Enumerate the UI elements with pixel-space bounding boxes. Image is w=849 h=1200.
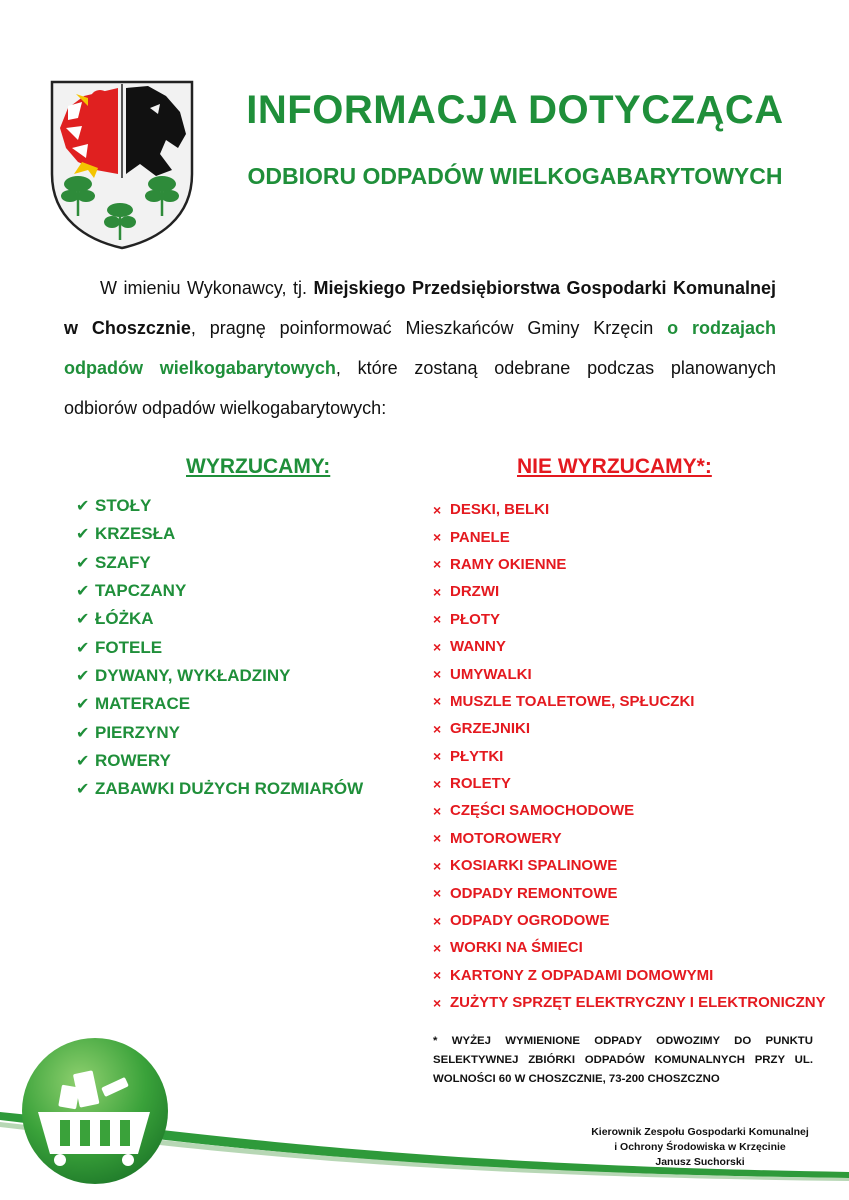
accepted-item: [76, 718, 363, 746]
rejected-item-label: MUSZLE TOALETOWE, SPŁUCZKI: [450, 692, 695, 710]
cross-icon: ×: [433, 611, 442, 628]
accepted-item-label: TAPCZANY: [95, 581, 187, 601]
accepted-item-label: KRZESŁA: [95, 524, 176, 544]
rejected-item-label: DRZWI: [450, 583, 500, 601]
accepted-item: [76, 520, 363, 548]
cross-icon: ×: [433, 529, 442, 546]
cross-icon: ×: [433, 583, 442, 600]
check-icon: ✔: [76, 611, 90, 629]
rejected-item: [433, 523, 826, 550]
cross-icon: ×: [433, 775, 442, 792]
cross-icon: ×: [433, 748, 442, 765]
rejected-item-label: GRZEJNIKI: [450, 720, 531, 738]
rejected-heading: NIE WYRZUCAMY*:: [517, 455, 712, 478]
cross-icon: ×: [433, 939, 442, 956]
check-icon: ✔: [76, 752, 90, 770]
rejected-item: [433, 496, 826, 523]
rejected-item-label: RAMY OKIENNE: [450, 555, 567, 573]
intro-highlight: o rodzajach odpadów wielkogabarytowych: [64, 318, 776, 378]
check-icon: ✔: [76, 554, 90, 572]
rejected-item: [433, 715, 826, 742]
check-icon: ✔: [76, 498, 90, 516]
cross-icon: ×: [433, 666, 442, 683]
accepted-item: [76, 747, 363, 775]
rejected-item: [433, 770, 826, 797]
accepted-item: [76, 492, 363, 520]
rejected-item-label: PANELE: [450, 528, 510, 546]
accepted-list: [76, 492, 363, 803]
rejected-item: [433, 797, 826, 824]
page-subtitle: ODBIORU ODPADÓW WIELKOGABARYTOWYCH: [247, 163, 783, 189]
accepted-item-label: DYWANY, WYKŁADZINY: [95, 665, 291, 685]
footnote: * WYŻEJ WYMIENIONE ODPADY ODWOZIMY DO PUNKTU SELEKTYWNEJ ZBIÓRKI ODPADÓW KOMUNALNYCH PRZY UL. WOLNOŚCI 60 W CHOSZCZNIE, 73-200 CHOSZCZNO: [433, 1035, 813, 1085]
cross-icon: ×: [433, 885, 442, 902]
signature-name: Janusz Suchorski: [655, 1156, 745, 1168]
rejected-item: [433, 660, 826, 687]
intro-paragraph: [64, 268, 776, 428]
check-icon: ✔: [76, 667, 90, 685]
rejected-item-label: ZUŻYTY SPRZĘT ELEKTRYCZNY I ELEKTRONICZNY: [450, 994, 826, 1012]
rejected-item-label: ODPADY OGRODOWE: [450, 912, 610, 930]
intro-text-2: , pragnę poinformować Mieszkańców Gminy Krzęcin: [190, 318, 668, 338]
rejected-item-label: WORKI NA ŚMIECI: [450, 939, 583, 957]
signature-line-1: Kierownik Zespołu Gospodarki Komunalnej: [591, 1126, 809, 1138]
rejected-item: [433, 962, 826, 989]
cross-icon: ×: [433, 967, 442, 984]
check-icon: ✔: [76, 639, 90, 657]
rejected-item-label: KARTONY Z ODPADAMI DOMOWYMI: [450, 966, 714, 984]
cross-icon: ×: [433, 556, 442, 573]
waste-container-icon: [20, 1036, 170, 1186]
rejected-item: [433, 606, 826, 633]
rejected-item: [433, 879, 826, 906]
rejected-list: [433, 496, 826, 1016]
rejected-item: [433, 633, 826, 660]
rejected-item-label: CZĘŚCI SAMOCHODOWE: [450, 802, 635, 820]
rejected-item-label: MOTOROWERY: [450, 829, 562, 847]
accepted-item: [76, 605, 363, 633]
rejected-item-label: DESKI, BELKI: [450, 501, 550, 519]
rejected-item: [433, 989, 826, 1016]
rejected-item: [433, 907, 826, 934]
cross-icon: ×: [433, 638, 442, 655]
check-icon: ✔: [76, 696, 90, 714]
cross-icon: ×: [433, 720, 442, 737]
intro-company: Miejskiego Przedsiębiorstwa Gospodarki Komunalnej w Choszcznie: [64, 278, 776, 338]
signature-block: [580, 1125, 820, 1170]
accepted-item-label: STOŁY: [95, 496, 152, 516]
rejected-item-label: ROLETY: [450, 775, 511, 793]
accepted-item: [76, 662, 363, 690]
accepted-item-label: MATERACE: [95, 694, 191, 714]
rejected-item: [433, 551, 826, 578]
accepted-heading: WYRZUCAMY:: [186, 455, 331, 478]
check-icon: ✔: [76, 526, 90, 544]
rejected-item: [433, 934, 826, 961]
check-icon: ✔: [76, 724, 90, 742]
accepted-item-label: ŁÓŻKA: [95, 609, 154, 629]
rejected-item: [433, 743, 826, 770]
cross-icon: ×: [433, 857, 442, 874]
cross-icon: ×: [433, 693, 442, 710]
accepted-item-label: FOTELE: [95, 637, 163, 657]
accepted-item-label: SZAFY: [95, 552, 151, 572]
rejected-item-label: UMYWALKI: [450, 665, 532, 683]
accepted-item-label: ZABAWKI DUŻYCH ROZMIARÓW: [95, 779, 364, 799]
rejected-item-label: PŁOTY: [450, 610, 501, 628]
intro-text-3: , które zostaną odebrane podczas planowanych odbiorów odpadów wielkogabarytowych:: [64, 358, 776, 418]
page-title: INFORMACJA DOTYCZĄCA: [246, 88, 784, 132]
accepted-item: [76, 549, 363, 577]
rejected-item-label: KOSIARKI SPALINOWE: [450, 857, 618, 875]
signature-line-2: i Ochrony Środowiska w Krzęcinie: [614, 1141, 786, 1153]
rejected-item-label: ODPADY REMONTOWE: [450, 884, 618, 902]
cross-icon: ×: [433, 501, 442, 518]
coat-of-arms-icon: [48, 78, 196, 250]
check-icon: ✔: [76, 781, 90, 799]
accepted-item: [76, 633, 363, 661]
accepted-item: [76, 577, 363, 605]
intro-text-1: W imieniu Wykonawcy, tj.: [100, 278, 314, 298]
rejected-item-label: PŁYTKI: [450, 747, 504, 765]
accepted-item: [76, 775, 363, 803]
cross-icon: ×: [433, 994, 442, 1011]
check-icon: ✔: [76, 583, 90, 601]
rejected-item: [433, 578, 826, 605]
cross-icon: ×: [433, 802, 442, 819]
accepted-item-label: ROWERY: [95, 750, 171, 770]
rejected-item: [433, 825, 826, 852]
cross-icon: ×: [433, 912, 442, 929]
rejected-item: [433, 688, 826, 715]
rejected-item: [433, 852, 826, 879]
rejected-item-label: WANNY: [450, 638, 506, 656]
accepted-item-label: PIERZYNY: [95, 722, 181, 742]
accepted-item: [76, 690, 363, 718]
cross-icon: ×: [433, 830, 442, 847]
